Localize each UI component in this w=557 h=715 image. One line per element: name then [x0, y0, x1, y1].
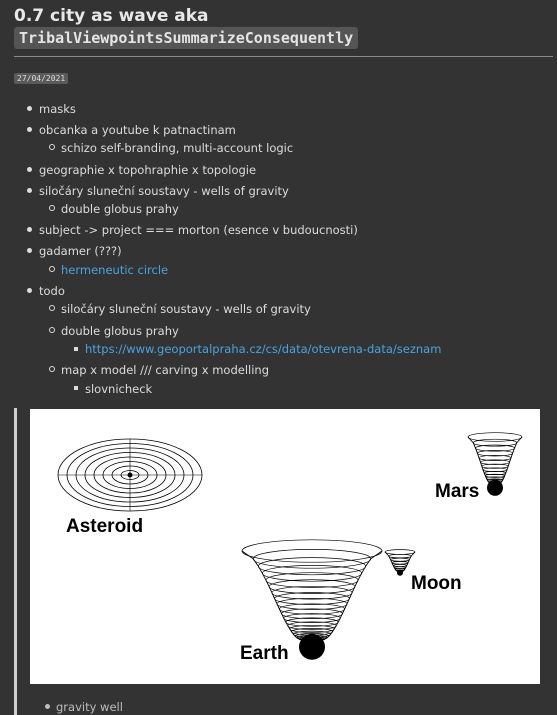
image-caption: gravity well	[56, 700, 123, 714]
list-item: geographie x topohraphie x topologie	[39, 163, 257, 177]
bullet	[49, 266, 55, 272]
bullet	[27, 227, 32, 232]
asteroid-label: Asteroid	[66, 516, 144, 537]
bullet	[49, 144, 55, 150]
list-item: siločáry sluneční soustavy - wells of gravity	[61, 302, 311, 316]
list-item: subject -> project === morton (esence v budoucnosti)	[39, 223, 358, 237]
earth-side	[324, 551, 382, 639]
bullet	[74, 386, 78, 390]
earth-body	[299, 634, 325, 660]
earth-side	[242, 551, 300, 639]
bullet	[49, 327, 55, 333]
list-item: todo	[39, 284, 65, 298]
bullet	[49, 366, 55, 372]
page-title: 0.7 city as wave aka	[14, 6, 209, 26]
bullet	[45, 704, 50, 709]
moon-ring	[385, 550, 415, 555]
moon-body	[397, 570, 403, 576]
mars-body	[487, 480, 503, 496]
earth-label: Earth	[240, 643, 289, 664]
earth-ring	[262, 565, 361, 581]
moon-ring	[392, 562, 408, 565]
earth-ring	[242, 540, 382, 562]
asteroid-diagram	[58, 439, 202, 511]
moon-well-diagram	[385, 550, 415, 576]
moon-ring	[391, 558, 410, 561]
title-divider	[14, 56, 553, 57]
page-title-code: TribalViewpointsSummarizeConsequently	[14, 27, 358, 49]
list-item	[85, 342, 441, 356]
moon-label: Moon	[411, 573, 462, 594]
list-item: obcanka a youtube k patnactinam	[39, 123, 236, 137]
gravity-wells-image	[30, 409, 540, 684]
bullet	[27, 248, 32, 253]
geoportal-link[interactable]: https://www.geoportalpraha.cz/cs/data/otevrena-data/seznam	[85, 342, 442, 356]
mars-label: Mars	[435, 481, 480, 502]
bullet	[27, 127, 32, 132]
list-item: schizo self-branding, multi-account logic	[61, 141, 294, 155]
bullet	[49, 205, 55, 211]
list-item: siločáry sluneční soustavy - wells of gravity	[39, 184, 289, 198]
list-item: gadamer (???)	[39, 244, 122, 258]
bullet	[27, 106, 32, 111]
bullet	[27, 288, 32, 293]
moon-ring	[393, 564, 407, 566]
bullet	[49, 305, 55, 311]
moon-ring	[389, 554, 411, 558]
hermeneutic-circle-link[interactable]: hermeneutic circle	[61, 263, 169, 277]
list-item: map x model /// carving x modelling	[61, 363, 269, 377]
list-item	[61, 263, 168, 277]
asteroid-body	[128, 473, 133, 478]
bullet	[27, 188, 32, 193]
bullet	[74, 347, 78, 351]
blockquote-bar	[14, 408, 17, 715]
mars-ring	[468, 433, 522, 442]
date-badge: 27/04/2021	[14, 73, 68, 84]
list-item: slovnicheck	[85, 382, 153, 396]
list-item: masks	[39, 102, 76, 116]
earth-well-diagram	[242, 540, 382, 660]
bullet	[27, 167, 32, 172]
list-item: double globus prahy	[61, 324, 179, 338]
list-item: double globus prahy	[61, 202, 179, 216]
